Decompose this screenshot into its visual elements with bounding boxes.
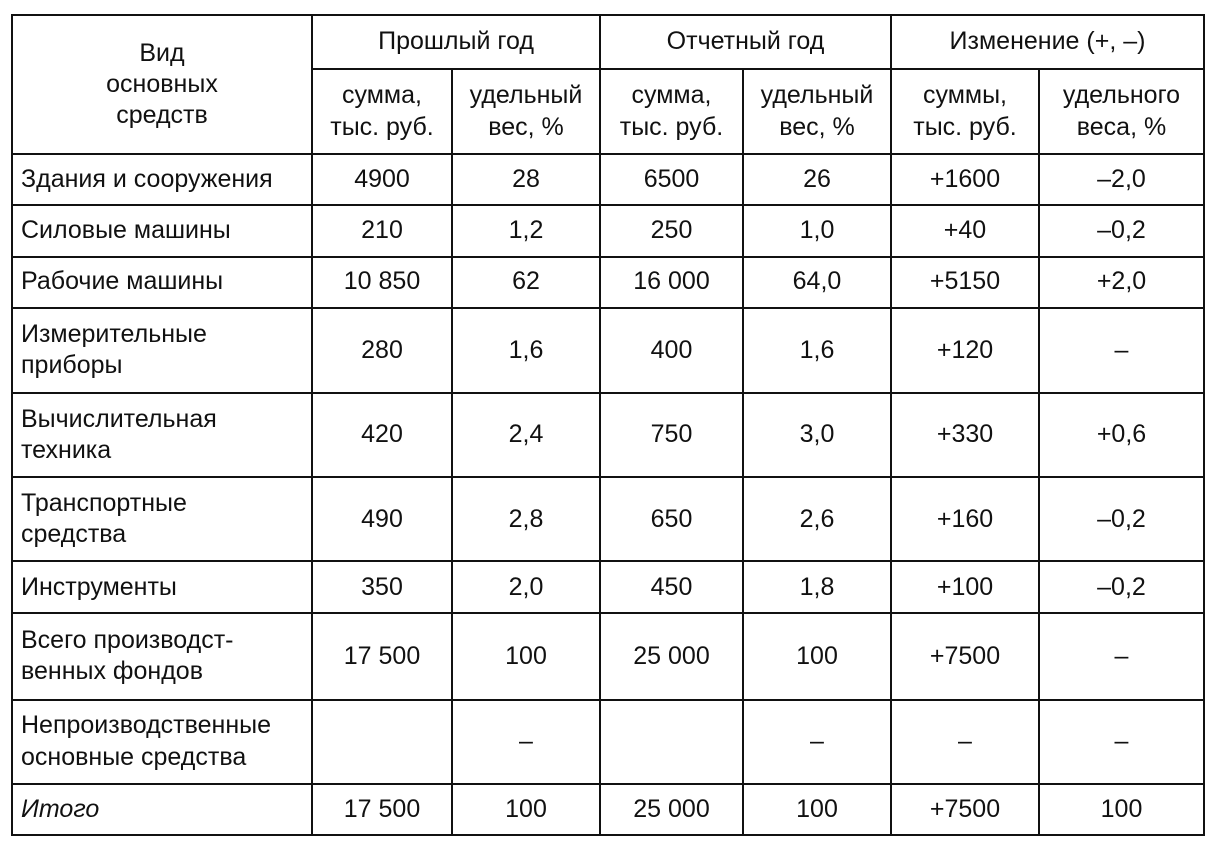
cell: – — [452, 700, 600, 784]
header-previous-year: Прошлый год — [312, 15, 600, 69]
row-label: Силовые машины — [12, 205, 312, 256]
cell: 4900 — [312, 154, 452, 205]
cell: +2,0 — [1039, 257, 1204, 308]
cell: 17 500 — [312, 784, 452, 835]
cell: 250 — [600, 205, 743, 256]
cell: – — [1039, 613, 1204, 699]
row-label: Рабочие машины — [12, 257, 312, 308]
header-change-share: удельного веса, % — [1039, 69, 1204, 154]
cell: +120 — [891, 308, 1039, 393]
cell: 1,6 — [452, 308, 600, 393]
cell: 280 — [312, 308, 452, 393]
cell: 26 — [743, 154, 891, 205]
table-row — [12, 613, 1204, 699]
cell: 1,0 — [743, 205, 891, 256]
header-change: Изменение (+, –) — [891, 15, 1204, 69]
table-row — [12, 257, 1204, 308]
cell: 10 850 — [312, 257, 452, 308]
cell: –0,2 — [1039, 561, 1204, 613]
cell: – — [743, 700, 891, 784]
cell: +40 — [891, 205, 1039, 256]
cell: +1600 — [891, 154, 1039, 205]
cell: 400 — [600, 308, 743, 393]
header-reporting-year: Отчетный год — [600, 15, 891, 69]
cell: –0,2 — [1039, 205, 1204, 256]
table-row — [12, 700, 1204, 784]
cell: 6500 — [600, 154, 743, 205]
cell: – — [1039, 700, 1204, 784]
header-prev-sum: сумма, тыс. руб. — [312, 69, 452, 154]
cell: +330 — [891, 393, 1039, 477]
cell — [312, 700, 452, 784]
row-label: Транспортные средства — [12, 477, 312, 561]
cell: 750 — [600, 393, 743, 477]
row-label: Непроизводственные основные средства — [12, 700, 312, 784]
row-label: Итого — [12, 784, 312, 835]
row-label: Вычислительная техника — [12, 393, 312, 477]
cell: 420 — [312, 393, 452, 477]
header-rep-sum: сумма, тыс. руб. — [600, 69, 743, 154]
cell: 1,2 — [452, 205, 600, 256]
cell: +0,6 — [1039, 393, 1204, 477]
cell: 1,8 — [743, 561, 891, 613]
table-row — [12, 393, 1204, 477]
cell: 3,0 — [743, 393, 891, 477]
total-row — [12, 784, 1204, 835]
cell: 25 000 — [600, 613, 743, 699]
cell: 17 500 — [312, 613, 452, 699]
header-change-sum: суммы, тыс. руб. — [891, 69, 1039, 154]
table-row — [12, 477, 1204, 561]
cell: – — [891, 700, 1039, 784]
cell — [600, 700, 743, 784]
cell: +100 — [891, 561, 1039, 613]
cell: 490 — [312, 477, 452, 561]
cell: 16 000 — [600, 257, 743, 308]
cell: 28 — [452, 154, 600, 205]
cell: 2,0 — [452, 561, 600, 613]
cell: 2,8 — [452, 477, 600, 561]
cell: 450 — [600, 561, 743, 613]
fixed-assets-table — [11, 14, 1205, 836]
cell: 100 — [743, 613, 891, 699]
cell: 2,6 — [743, 477, 891, 561]
row-label: Всего производст- венных фондов — [12, 613, 312, 699]
cell: –2,0 — [1039, 154, 1204, 205]
cell: +7500 — [891, 784, 1039, 835]
cell: 100 — [452, 784, 600, 835]
cell: 25 000 — [600, 784, 743, 835]
row-label: Инструменты — [12, 561, 312, 613]
cell: 210 — [312, 205, 452, 256]
header-rep-share: удельный вес, % — [743, 69, 891, 154]
table-row — [12, 308, 1204, 393]
table-row — [12, 154, 1204, 205]
header-prev-share: удельный вес, % — [452, 69, 600, 154]
cell: 100 — [452, 613, 600, 699]
cell: 650 — [600, 477, 743, 561]
cell: 64,0 — [743, 257, 891, 308]
cell: +5150 — [891, 257, 1039, 308]
table-row — [12, 561, 1204, 613]
cell: 100 — [1039, 784, 1204, 835]
cell: – — [1039, 308, 1204, 393]
row-label: Измерительные приборы — [12, 308, 312, 393]
header-asset-type: Вид основных средств — [12, 15, 312, 154]
cell: 1,6 — [743, 308, 891, 393]
cell: –0,2 — [1039, 477, 1204, 561]
cell: 100 — [743, 784, 891, 835]
table-row — [12, 205, 1204, 256]
cell: 2,4 — [452, 393, 600, 477]
row-label: Здания и сооружения — [12, 154, 312, 205]
cell: +160 — [891, 477, 1039, 561]
cell: +7500 — [891, 613, 1039, 699]
cell: 350 — [312, 561, 452, 613]
cell: 62 — [452, 257, 600, 308]
